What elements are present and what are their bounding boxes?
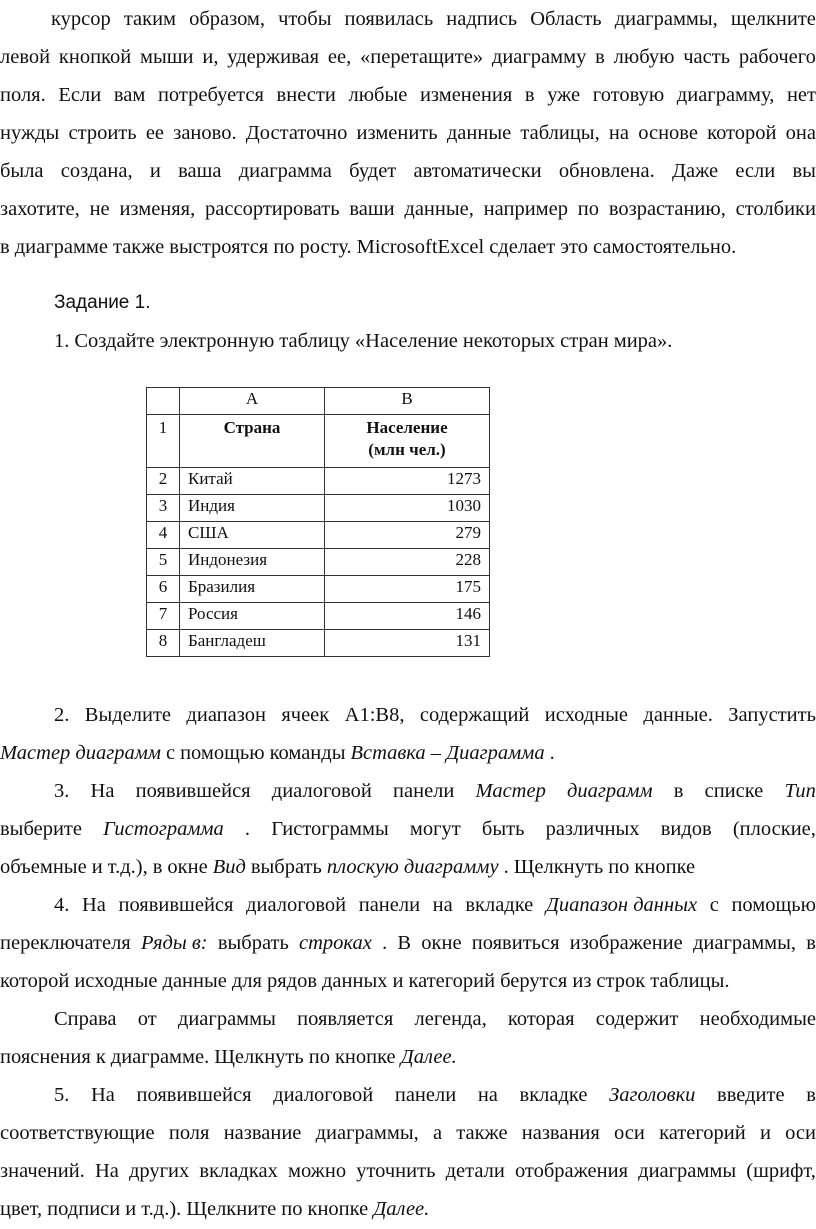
word: т.д.). <box>141 1198 182 1220</box>
word: плоскую диаграмму <box>326 856 499 878</box>
table-corner-cell <box>147 388 180 415</box>
word: изменения <box>419 84 513 106</box>
row-number: 3 <box>147 495 180 522</box>
word: любые <box>348 84 408 106</box>
word: Щелкните <box>186 1198 277 1220</box>
word: из <box>572 970 592 992</box>
word: окне <box>167 856 208 878</box>
word: изображение <box>569 932 683 954</box>
word: диаграмме. <box>110 1046 210 1068</box>
word: 5. <box>54 1084 70 1106</box>
word: . <box>382 932 388 954</box>
word: помощью <box>731 894 816 916</box>
word: вкладке <box>465 894 534 916</box>
text-line <box>0 1190 816 1228</box>
word: кнопке <box>334 1046 396 1068</box>
word: самостоятельно. <box>592 236 737 258</box>
country-cell: Индия <box>180 495 325 522</box>
word: списке <box>704 780 764 802</box>
word: таким <box>123 8 177 30</box>
word: категорий <box>408 970 496 992</box>
text-line <box>0 1076 816 1114</box>
word: пояснения <box>0 1046 91 1068</box>
word: Область <box>530 8 602 30</box>
word: чтобы <box>278 8 332 30</box>
word: . <box>244 818 251 840</box>
row-number: 6 <box>147 576 180 603</box>
country-cell: Россия <box>180 603 325 630</box>
word: обновлена. <box>558 160 655 182</box>
column-header-b: B <box>325 388 490 415</box>
word: данные, <box>404 198 474 220</box>
row-number: 7 <box>147 603 180 630</box>
word: детали <box>445 1160 505 1182</box>
word: различных <box>545 818 640 840</box>
word: удерживая <box>227 46 320 68</box>
word: берутся <box>500 970 568 992</box>
word: быть <box>481 818 525 840</box>
word: с <box>165 742 176 764</box>
text-line <box>0 1152 816 1190</box>
word: названия <box>521 1122 600 1144</box>
row-number: 5 <box>147 549 180 576</box>
text-line <box>0 772 816 810</box>
word: с <box>709 894 719 916</box>
word: легенда, <box>414 1008 487 1030</box>
population-cell: 146 <box>325 603 490 630</box>
word: подписи <box>47 1198 121 1220</box>
word: и <box>91 856 103 878</box>
word: возрастанию, <box>608 198 726 220</box>
word: диалоговой <box>273 1084 374 1106</box>
population-cell: 279 <box>325 522 490 549</box>
word: исходные <box>544 704 628 726</box>
word: содержащий <box>419 704 530 726</box>
word: объемные <box>0 856 87 878</box>
word: сделает <box>489 236 556 258</box>
table-body <box>147 468 490 657</box>
text-line <box>0 1000 816 1038</box>
word: Щелкнуть <box>513 856 604 878</box>
word: панели <box>358 894 421 916</box>
word: диаграмма <box>238 160 332 182</box>
word: мыши <box>140 46 194 68</box>
word: введите <box>717 1084 785 1106</box>
word: автоматически <box>413 160 542 182</box>
text-line <box>0 924 816 962</box>
table-row <box>147 630 490 657</box>
text-line <box>0 228 816 266</box>
word: росту. <box>299 236 352 258</box>
word: Если <box>58 84 102 106</box>
word: окне <box>421 932 462 954</box>
population-table <box>146 387 490 657</box>
text-line <box>0 76 816 114</box>
word: в <box>673 780 684 802</box>
word: Даже <box>671 160 719 182</box>
word: выбрать <box>250 856 322 878</box>
word: диаграмм <box>567 780 653 802</box>
word: Гистограмма <box>103 818 224 840</box>
word: также <box>113 236 165 258</box>
word: к <box>95 1046 106 1068</box>
word: основе <box>638 122 698 144</box>
word: таблицы. <box>650 970 730 992</box>
word: и <box>125 1198 137 1220</box>
word: нет <box>786 84 816 106</box>
word: данные <box>162 970 227 992</box>
table-row <box>147 576 490 603</box>
word: уточнить <box>356 1160 436 1182</box>
row-number: 1 <box>147 415 180 468</box>
word: команды <box>269 742 346 764</box>
word: это <box>560 236 588 258</box>
word: Вставка – Диаграмма <box>350 742 545 764</box>
country-cell: Китай <box>180 468 325 495</box>
word: панели <box>394 1084 457 1106</box>
table-row <box>147 522 490 549</box>
word: поля <box>168 1122 210 1144</box>
word: диаграммы, <box>614 8 718 30</box>
word: «перетащите» <box>360 46 484 68</box>
word: в <box>595 46 605 68</box>
text-line <box>0 1114 816 1152</box>
word: диаграмме <box>14 236 108 258</box>
table-row <box>147 468 490 495</box>
word: На <box>81 894 106 916</box>
word: Выделите <box>84 704 172 726</box>
header-population-line1: Население <box>366 418 448 437</box>
word: Мастер диаграмм <box>0 742 161 764</box>
word: диаграмму, <box>676 84 775 106</box>
word: A1:B8, <box>344 704 405 726</box>
word: по <box>577 198 600 220</box>
text-line <box>0 322 816 360</box>
word: содержит <box>595 1008 679 1030</box>
table-row <box>147 603 490 630</box>
word: соответствующие <box>0 1122 155 1144</box>
word: Мастер <box>475 780 546 802</box>
row-number: 4 <box>147 522 180 549</box>
word: . <box>549 742 555 764</box>
word: (плоские, <box>732 818 816 840</box>
word: выбрать <box>217 932 289 954</box>
word: других <box>128 1160 190 1182</box>
word: строк <box>596 970 646 992</box>
word: Далее. <box>400 1046 457 1068</box>
word: могут <box>409 818 461 840</box>
word: (шрифт, <box>746 1160 816 1182</box>
word: диаграммы, <box>692 932 797 954</box>
word: Задание 1. <box>54 292 151 313</box>
word: в <box>152 856 163 878</box>
text-line <box>0 0 816 38</box>
word: вкладке <box>519 1084 588 1106</box>
word: появившейся <box>118 894 234 916</box>
word: рассортировать <box>205 198 340 220</box>
word: таблицу <box>279 330 350 352</box>
word: MicrosoftExcel <box>356 236 485 258</box>
word: ее <box>145 122 165 144</box>
word: уже <box>547 84 581 106</box>
word: нужды <box>0 122 60 144</box>
word: создана, <box>60 160 133 182</box>
word: исходные <box>74 970 158 992</box>
word: Вид <box>212 856 246 878</box>
table-header-row <box>147 415 490 468</box>
word: На <box>90 780 115 802</box>
word: она <box>785 122 816 144</box>
population-cell: 131 <box>325 630 490 657</box>
text-line <box>0 152 816 190</box>
word: электронную <box>159 330 275 352</box>
word: кнопке <box>307 1198 369 1220</box>
word: рядов <box>266 970 317 992</box>
word: видов <box>660 818 712 840</box>
word: диаграммы <box>177 1008 276 1030</box>
word: появившейся <box>135 780 251 802</box>
word: диалоговой <box>246 894 347 916</box>
word: диалоговой <box>271 780 372 802</box>
word: в <box>524 84 535 106</box>
population-cell: 1273 <box>325 468 490 495</box>
word: мира». <box>613 330 673 352</box>
word: столбики <box>735 198 816 220</box>
word: внести <box>276 84 336 106</box>
word: на <box>432 894 453 916</box>
word: не <box>89 198 110 220</box>
text-line <box>0 1038 816 1076</box>
word: надпись <box>446 8 518 30</box>
word: Ряды в: <box>140 932 208 954</box>
word: название <box>223 1122 302 1144</box>
word: левой <box>0 46 51 68</box>
word: стран <box>560 330 609 352</box>
word: образом, <box>189 8 266 30</box>
word: Достаточно <box>245 122 348 144</box>
word: данные. <box>643 704 713 726</box>
word: диаграммы <box>638 1160 737 1182</box>
word: и <box>392 970 404 992</box>
population-cell: 1030 <box>325 495 490 522</box>
word: в <box>806 932 816 954</box>
word: выстроятся <box>169 236 269 258</box>
word: захотите, <box>0 198 80 220</box>
word: оси <box>614 1122 645 1144</box>
text-line <box>0 190 816 228</box>
word: поля. <box>0 84 46 106</box>
word: переключателя <box>0 932 131 954</box>
word: Тип <box>784 780 816 802</box>
word: в <box>806 1084 816 1106</box>
word: которой <box>0 970 70 992</box>
word: и <box>759 1122 771 1144</box>
word: Диапазон данных <box>545 894 698 916</box>
word: панели <box>393 780 455 802</box>
word: щелкните <box>730 8 816 30</box>
word: . <box>503 856 509 878</box>
word: на <box>477 1084 498 1106</box>
word: можно <box>287 1160 347 1182</box>
word: кнопке <box>634 856 696 878</box>
word: и <box>149 160 161 182</box>
word: и, <box>202 46 219 68</box>
text-line <box>0 38 816 76</box>
word: потребуется <box>157 84 264 106</box>
word: ячеек <box>281 704 330 726</box>
word: по <box>308 1046 330 1068</box>
word: диаграммы, <box>315 1122 419 1144</box>
word: категорий <box>659 1122 746 1144</box>
word: по <box>608 856 630 878</box>
word: «Население <box>354 330 458 352</box>
word: которая <box>507 1008 575 1030</box>
header-population <box>325 415 490 468</box>
population-cell: 228 <box>325 549 490 576</box>
word: цвет, <box>0 1198 43 1220</box>
word: т.д.), <box>107 856 148 878</box>
word: 3. <box>54 780 70 802</box>
country-cell: Бангладеш <box>180 630 325 657</box>
text-line <box>0 696 816 734</box>
word: Далее. <box>373 1198 430 1220</box>
word: также <box>456 1122 508 1144</box>
header-population-line2: (млн чел.) <box>368 440 446 459</box>
country-cell: Индонезия <box>180 549 325 576</box>
header-country: Страна <box>180 415 325 468</box>
row-number: 2 <box>147 468 180 495</box>
word: появившейся <box>136 1084 252 1106</box>
word: вкладках <box>199 1160 278 1182</box>
word: появиться <box>471 932 560 954</box>
text-line <box>0 114 816 152</box>
word: в <box>0 236 10 258</box>
word: диаграмму <box>491 46 587 68</box>
word: таблицы, <box>520 122 600 144</box>
word: 2. <box>54 704 70 726</box>
word: помощью <box>180 742 265 764</box>
word: Создайте <box>74 330 155 352</box>
text-line <box>0 284 816 322</box>
word: Справа <box>54 1008 117 1030</box>
word: например <box>483 198 568 220</box>
word: курсор <box>51 8 111 30</box>
word: необходимые <box>699 1008 816 1030</box>
word: Запустить <box>728 704 816 726</box>
word: часть <box>683 46 731 68</box>
word: изменяя, <box>119 198 196 220</box>
country-cell: США <box>180 522 325 549</box>
text-line <box>0 734 816 772</box>
word: ваши <box>349 198 395 220</box>
word: данных <box>322 970 388 992</box>
word: которой <box>707 122 777 144</box>
word: Щелкнуть <box>214 1046 304 1068</box>
word: вы <box>792 160 816 182</box>
column-header-a: A <box>180 388 325 415</box>
word: строить <box>68 122 137 144</box>
word: Заголовки <box>609 1084 696 1106</box>
word: ваша <box>178 160 222 182</box>
word: некоторых <box>462 330 556 352</box>
table-row <box>147 549 490 576</box>
word: любую <box>613 46 675 68</box>
word: рабочего <box>738 46 816 68</box>
word: оси <box>785 1122 816 1144</box>
word: если <box>735 160 776 182</box>
word: на <box>608 122 629 144</box>
text-line <box>0 848 816 886</box>
word: На <box>94 1160 119 1182</box>
word: отображения <box>514 1160 628 1182</box>
row-number: 8 <box>147 630 180 657</box>
word: 4. <box>54 894 70 916</box>
word: значений. <box>0 1160 85 1182</box>
text-line <box>0 810 816 848</box>
word: 1. <box>54 330 70 352</box>
table-column-header-row <box>147 388 490 415</box>
word: ее, <box>327 46 352 68</box>
word: а <box>432 1122 443 1144</box>
country-cell: Бразилия <box>180 576 325 603</box>
word: от <box>137 1008 157 1030</box>
word: появляется <box>297 1008 394 1030</box>
text-line <box>0 962 816 1000</box>
word: данные <box>446 122 512 144</box>
word: строках <box>299 932 372 954</box>
word: будет <box>349 160 397 182</box>
population-cell: 175 <box>325 576 490 603</box>
word: кнопкой <box>58 46 132 68</box>
table-row <box>147 495 490 522</box>
word: На <box>91 1084 115 1106</box>
word: появилась <box>344 8 434 30</box>
word: диапазон <box>186 704 266 726</box>
word: для <box>231 970 262 992</box>
word: изменить <box>356 122 438 144</box>
word: по <box>281 1198 303 1220</box>
word: выберите <box>0 818 82 840</box>
word: Гистограммы <box>271 818 389 840</box>
text-line <box>0 886 816 924</box>
word: заново. <box>173 122 237 144</box>
word: была <box>0 160 44 182</box>
word: вам <box>113 84 146 106</box>
word: В <box>397 932 412 954</box>
word: по <box>273 236 295 258</box>
word: готовую <box>592 84 665 106</box>
